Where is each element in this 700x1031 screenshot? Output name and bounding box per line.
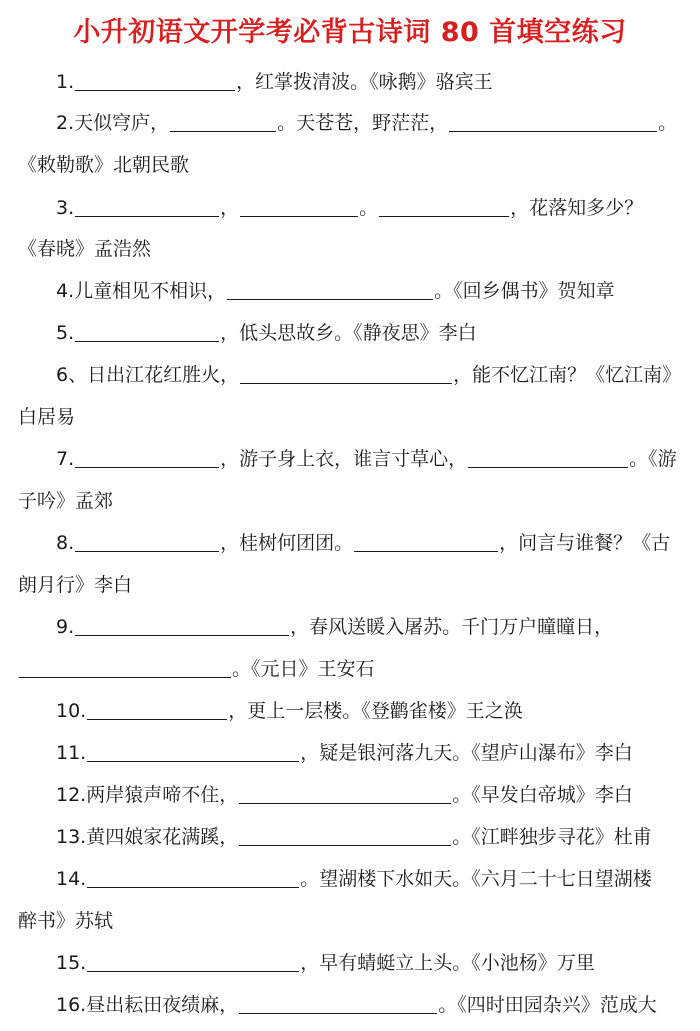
answer-blank[interactable] <box>449 109 657 132</box>
question-number: 2. <box>56 112 75 134</box>
question-text: 白居易 <box>18 406 76 428</box>
question-2 <box>0 103 700 143</box>
question-number: 13. <box>56 826 87 848</box>
question-text: 。天苍苍，野茫茫， <box>277 112 449 134</box>
question-4 <box>0 271 700 311</box>
question-9-continued <box>0 649 700 689</box>
answer-blank[interactable] <box>379 194 509 217</box>
question-number: 9. <box>56 616 75 638</box>
question-11 <box>0 733 700 773</box>
question-text: ，更上一层楼。《登鹳雀楼》王之涣 <box>228 700 523 722</box>
answer-blank[interactable] <box>87 739 299 762</box>
question-text: 。 <box>658 112 678 134</box>
question-text: ，问言与谁餐？《古 <box>499 532 671 554</box>
question-3 <box>0 188 700 228</box>
question-10 <box>0 691 700 731</box>
question-text: 昼出耘田夜绩麻， <box>86 994 239 1016</box>
question-number: 4. <box>56 280 75 302</box>
question-text: 黄四娘家花满蹊， <box>86 826 239 848</box>
question-text: 朗月行》李白 <box>18 574 133 596</box>
page-title: 小升初语文开学考必背古诗词 80 首填空练习 <box>73 17 627 48</box>
question-16 <box>0 985 700 1025</box>
question-text: 。《元日》王安石 <box>232 658 375 680</box>
answer-blank[interactable] <box>227 277 433 300</box>
answer-blank[interactable] <box>75 68 235 91</box>
question-text: ，桂树何团团。 <box>220 532 354 554</box>
question-number: 5. <box>56 322 75 344</box>
question-text: 《春晓》孟浩然 <box>18 238 152 260</box>
question-text: 。《早发白帝城》李白 <box>452 784 633 806</box>
question-text: 两岸猿声啼不住， <box>86 784 239 806</box>
question-12 <box>0 775 700 815</box>
question-text: ，花落知多少？ <box>510 197 644 219</box>
answer-blank[interactable] <box>468 445 628 468</box>
question-text: 。《回乡偶书》贺知章 <box>434 280 615 302</box>
question-text: 《敕勒歌》北朝民歌 <box>18 154 190 176</box>
answer-blank[interactable] <box>75 445 219 468</box>
answer-blank[interactable] <box>75 319 219 342</box>
question-2-continued <box>0 145 700 185</box>
question-text: ，春风送暖入屠苏。千门万户曈曈日， <box>290 616 614 638</box>
question-text: 。 <box>359 197 379 219</box>
answer-blank[interactable] <box>239 823 451 846</box>
question-7-continued <box>0 481 700 521</box>
answer-blank[interactable] <box>354 529 498 552</box>
question-14-continued <box>0 901 700 941</box>
question-text: 。望湖楼下水如天。《六月二十七日望湖楼 <box>300 868 652 890</box>
question-number: 15. <box>56 952 87 974</box>
answer-blank[interactable] <box>239 781 451 804</box>
question-text: 。《游 <box>629 448 677 470</box>
answer-blank[interactable] <box>87 949 299 972</box>
question-text: 天似穹庐， <box>74 112 170 134</box>
question-text: 子吟》孟郊 <box>18 490 114 512</box>
question-text: ，早有蜻蜓立上头。《小池杨》万里 <box>300 952 595 974</box>
question-8 <box>0 523 700 563</box>
answer-blank[interactable] <box>240 194 358 217</box>
question-5 <box>0 313 700 353</box>
question-text: ，低头思故乡。《静夜思》李白 <box>220 322 477 344</box>
answer-blank[interactable] <box>239 991 437 1014</box>
question-3-continued <box>0 229 700 269</box>
answer-blank[interactable] <box>19 655 231 678</box>
question-6 <box>0 355 700 395</box>
question-number: 14. <box>56 868 87 890</box>
question-text: ，游子身上衣，谁言寸草心， <box>220 448 468 470</box>
question-13 <box>0 817 700 857</box>
question-9 <box>0 607 700 647</box>
question-text: ，能不忆江南？《忆江南》 <box>453 364 682 386</box>
answer-blank[interactable] <box>87 865 299 888</box>
question-text: 。《江畔独步寻花》杜甫 <box>452 826 652 848</box>
question-text: ， <box>220 197 240 219</box>
question-1 <box>0 62 700 102</box>
answer-blank[interactable] <box>240 361 452 384</box>
question-number: 12. <box>56 784 87 806</box>
question-text: ，红掌拨清波。《咏鹅》骆宾王 <box>236 71 493 93</box>
question-15 <box>0 943 700 983</box>
question-number: 6、 <box>56 364 88 386</box>
answer-blank[interactable] <box>75 194 219 217</box>
question-7 <box>0 439 700 479</box>
question-text: 。《四时田园杂兴》范成大 <box>438 994 657 1016</box>
answer-blank[interactable] <box>75 613 289 636</box>
question-text: 醉书》苏轼 <box>18 910 114 932</box>
question-6-continued <box>0 397 700 437</box>
question-8-continued <box>0 565 700 605</box>
question-text: 日出江花红胜火， <box>87 364 240 386</box>
question-number: 1. <box>56 71 75 93</box>
question-text: ，疑是银河落九天。《望庐山瀑布》李白 <box>300 742 633 764</box>
question-number: 7. <box>56 448 75 470</box>
answer-blank[interactable] <box>75 529 219 552</box>
question-number: 8. <box>56 532 75 554</box>
question-number: 10. <box>56 700 87 722</box>
answer-blank[interactable] <box>87 697 227 720</box>
answer-blank[interactable] <box>170 109 276 132</box>
question-14 <box>0 859 700 899</box>
question-number: 11. <box>56 742 87 764</box>
question-text: 儿童相见不相识， <box>74 280 227 302</box>
question-number: 16. <box>56 994 87 1016</box>
question-number: 3. <box>56 197 75 219</box>
